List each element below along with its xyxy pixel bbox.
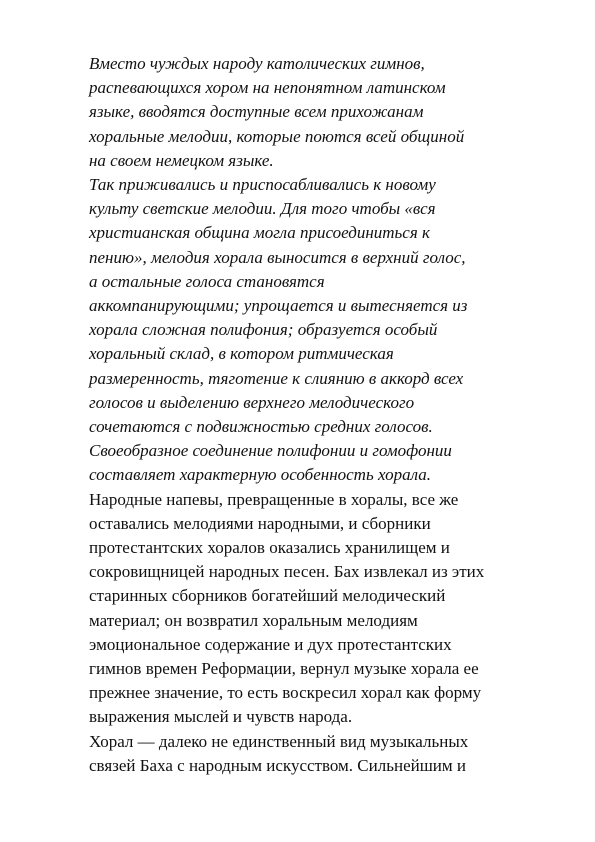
text-line: материал; он возвратил хоральным мелодиям [89, 610, 418, 630]
text-line: хорала сложная полифония; образуется особый [89, 320, 438, 340]
text-line: Народные напевы, превращенные в хоралы, все же [89, 489, 459, 509]
text-line: выражения мыслей и чувств народа. [89, 707, 353, 727]
text-line: оставались мелодиями народными, и сборники [89, 513, 431, 533]
text-line: Своеобразное соединение полифонии и гомофонии [89, 441, 452, 461]
text-line: связей Баха с народным искусством. Сильнейшим и [89, 755, 467, 775]
text-line: аккомпанирующими; упрощается и вытесняется из [89, 296, 468, 316]
text-line: эмоциональное содержание и дух протестантских [89, 634, 452, 654]
text-line: на своем немецком языке. [89, 150, 274, 170]
body-text [89, 52, 549, 778]
text-line: христианская община могла присоединиться к [89, 223, 430, 243]
text-line: языке, вводятся доступные всем прихожанам [89, 102, 424, 122]
text-line: сочетаются с подвижностью средних голосов. [89, 417, 433, 437]
text-line: старинных сборников богатейший мелодический [89, 586, 446, 606]
italic-passage [89, 52, 549, 488]
text-line: пению», мелодия хорала выносится в верхний голос, [89, 247, 466, 267]
text-line: Вместо чуждых народу католических гимнов, [89, 54, 425, 73]
text-line: размеренность, тяготение к слиянию в аккорд всех [89, 368, 464, 388]
regular-passage [89, 488, 549, 778]
text-line: хоральные мелодии, которые поются всей общиной [89, 126, 465, 146]
text-line: хоральный склад, в котором ритмическая [89, 344, 394, 364]
text-line: культу светские мелодии. Для того чтобы «вся [89, 199, 436, 219]
text-line: протестантских хоралов оказались хранилищем и [89, 538, 450, 558]
text-line: распевающихся хором на непонятном латинском [89, 78, 446, 98]
text-line: голосов и выделению верхнего мелодического [89, 392, 415, 412]
text-line: Хорал — далеко не единственный вид музыкальных [89, 731, 469, 751]
text-line: Так приживались и приспосабливались к новому [89, 175, 436, 195]
text-line: а остальные голоса становятся [89, 271, 325, 291]
text-line: прежнее значение, то есть воскресил хорал как форму [89, 683, 482, 703]
text-line: составляет характерную особенность хорала. [89, 465, 431, 485]
text-line: сокровищницей народных песен. Бах извлекал из этих [89, 562, 485, 582]
text-line: гимнов времен Реформации, вернул музыке хорала ее [89, 659, 479, 679]
